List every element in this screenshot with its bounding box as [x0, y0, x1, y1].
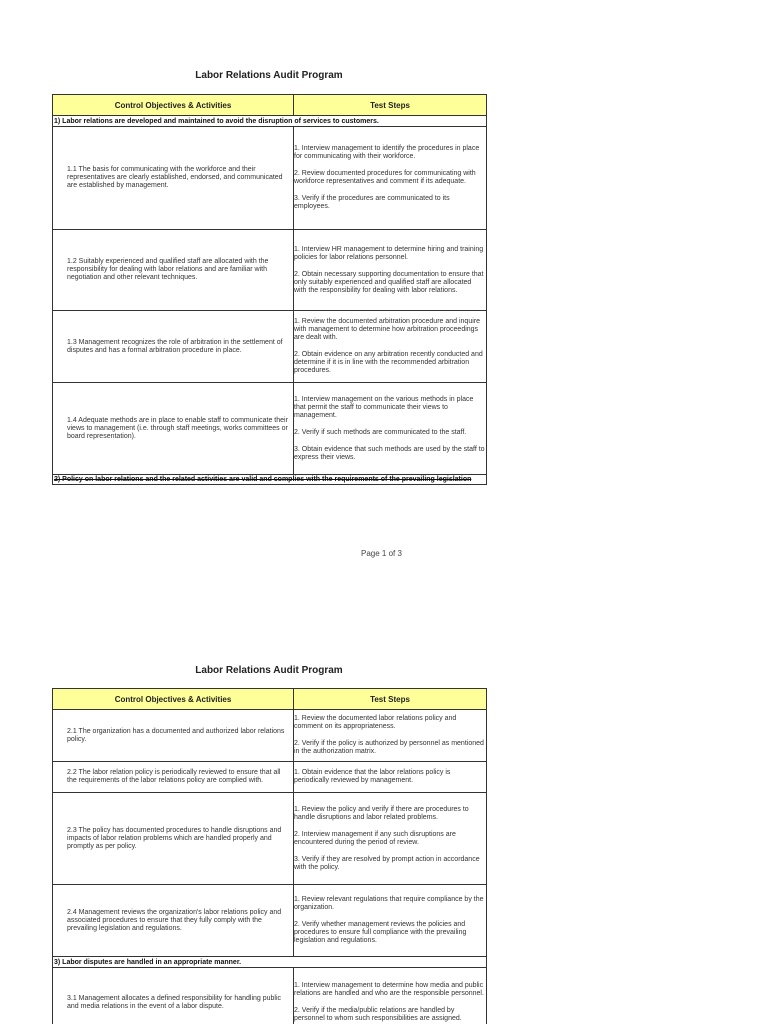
steps-cell — [294, 885, 487, 957]
test-step: 1. Obtain evidence that the labor relations policy is periodically reviewed by management. — [294, 769, 451, 784]
steps-cell — [294, 762, 487, 793]
objective-cell: 3.1 Management allocates a defined responsibility for handling public and media relations in the event of a labor dispute. — [53, 968, 294, 1024]
table-row — [53, 710, 487, 762]
test-step: 1. Review the documented labor relations policy and comment on its appropriateness. — [294, 715, 457, 730]
table-header-row — [53, 689, 487, 710]
section-heading: 1) Labor relations are developed and maintained to avoid the disruption of services to customers. — [53, 116, 487, 127]
steps-cell — [294, 793, 487, 885]
test-step: 2. Verify if the policy is authorized by personnel as mentioned in the authorization matrix. — [294, 740, 484, 755]
objective-cell: 2.2 The labor relation policy is periodically reviewed to ensure that all the requirements of the labor relations policy are complied with. — [53, 762, 294, 793]
section-heading: 3) Labor disputes are handled in an appropriate manner. — [53, 957, 487, 968]
test-step: 1. Review the policy and verify if there are procedures to handle disruptions and labor related problems. — [294, 805, 469, 821]
column-header-objectives: Control Objectives & Activities — [53, 689, 294, 710]
objective-cell: 2.1 The organization has a documented and authorized labor relations policy. — [53, 710, 294, 762]
test-step: 1. Interview management to identify the procedures in place for communicating with their workforce. — [294, 145, 480, 160]
column-header-steps: Test Steps — [294, 689, 487, 710]
test-step: 3. Verify if they are resolved by prompt action in accordance with the policy. — [294, 855, 480, 871]
objective-cell: 1.1 The basis for communicating with the workforce and their representatives are clearly established, endorsed, and communicated are established by management. — [53, 127, 294, 230]
page-title: Labor Relations Audit Program — [195, 70, 343, 81]
table-row — [53, 885, 487, 957]
page-title: Labor Relations Audit Program — [195, 665, 343, 676]
test-step: 2. Verify whether management reviews the policies and procedures to ensure full compliance with the prevailing legislation and regulations. — [294, 921, 467, 944]
table-row — [53, 793, 487, 885]
section-row — [53, 957, 487, 968]
column-header-objectives: Control Objectives & Activities — [53, 95, 294, 116]
audit-table — [52, 688, 487, 1024]
objective-cell: 1.4 Adequate methods are in place to enable staff to communicate their views to management (i.e. through staff meetings, works committees or board representation). — [53, 383, 294, 475]
test-step: 1. Interview management on the various methods in place that permit the staff to communicate their views to management. — [294, 395, 474, 419]
section-heading: 2) Policy on labor relations and the related activities are valid and complies with the requirements of the prevailing legislation — [53, 475, 487, 485]
objective-cell: 2.3 The policy has documented procedures to handle disruptions and impacts of labor relation problems which are handled properly and promptly as per policy. — [53, 793, 294, 885]
test-step: 2. Review documented procedures for communicating with workforce representatives and comment if its adequate. — [294, 170, 476, 185]
test-step: 3. Obtain evidence that such methods are used by the staff to express their views. — [294, 445, 485, 461]
test-step: 1. Review relevant regulations that require compliance by the organization. — [294, 896, 484, 911]
test-step: 1. Review the documented arbitration procedure and inquire with management to determine how arbitration proceedings are dealt with. — [294, 318, 481, 341]
objective-cell: 1.2 Suitably experienced and qualified staff are allocated with the responsibility for dealing with labor relations and are familiar with negotiation and other relevant techniques. — [53, 230, 294, 311]
test-step: 2. Interview management if any such disruptions are encountered during the period of review. — [294, 830, 456, 846]
test-step: 2. Verify if such methods are communicated to the staff. — [294, 428, 467, 436]
test-step: 3. Verify if the procedures are communicated to its employees. — [294, 195, 450, 210]
test-step: 1. Interview HR management to determine hiring and training policies for labor relations personnel. — [294, 245, 484, 261]
objective-cell: 1.3 Management recognizes the role of arbitration in the settlement of disputes and has a formal arbitration procedure in place. — [53, 311, 294, 383]
steps-cell — [294, 710, 487, 762]
steps-cell — [294, 968, 487, 1024]
test-step: 1. Interview management to determine how media and public relations are handled and who are the responsible personnel. — [294, 982, 484, 997]
table-row — [53, 968, 487, 1024]
page-number: Page 1 of 3 — [361, 549, 402, 558]
column-header-steps: Test Steps — [294, 95, 487, 116]
test-step: 2. Obtain necessary supporting documentation to ensure that only suitably experienced and qualified staff are allocated with the responsibility for dealing with labor relations. — [294, 270, 484, 294]
test-step: 2. Verify if the media/public relations are handled by personnel to whom such responsibilities are assigned. — [294, 1007, 462, 1022]
table-row — [53, 762, 487, 793]
test-step: 2. Obtain evidence on any arbitration recently conducted and determine if it is in line with the recommended arbitration procedures. — [294, 351, 483, 374]
objective-cell: 2.4 Management reviews the organization's labor relations policy and associated procedures to ensure that they fully comply with the prevailing legislation and regulations. — [53, 885, 294, 957]
